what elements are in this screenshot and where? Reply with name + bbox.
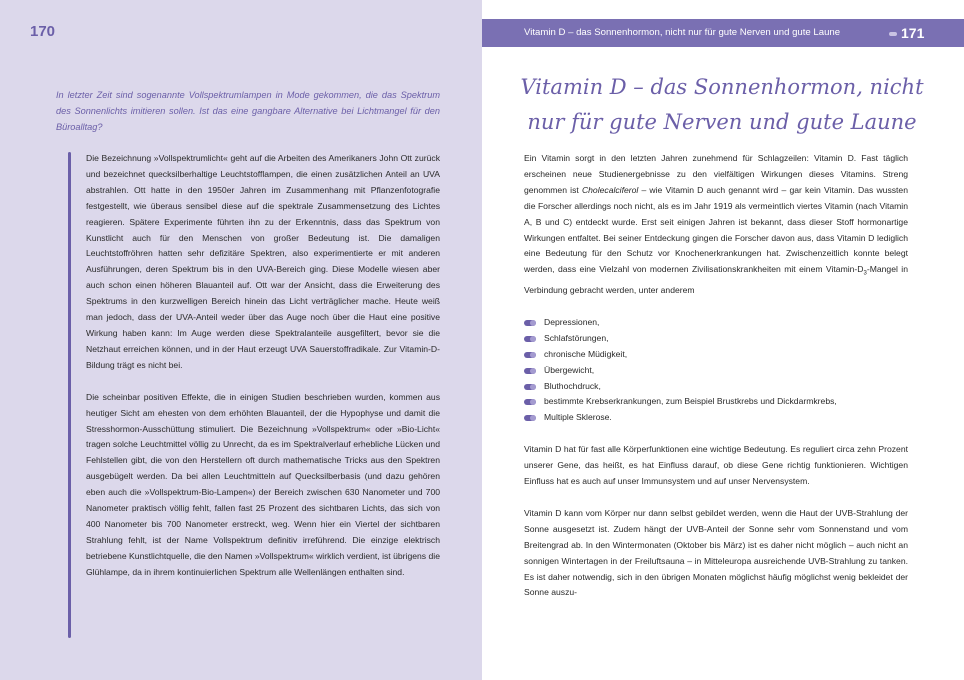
list-item-label: Bluthochdruck, — [544, 380, 601, 391]
pill-icon — [524, 336, 536, 342]
answer-paragraph-1: Die Bezeichnung »Vollspektrumlicht« geht auf die Arbeiten des Amerikaners John Ott zurück und bezeichnet quecksilberhaltige Leuchtstofflampen, die einen zusätzlichen Anteil an UVA abstrahlen. Ott hatte in den 1950er Jahren im Zusammenhang mit Pflanzenfotografie festgestellt, wie überaus sensibel diese auf die spektrale Zusammensetzung des Lichtes reagieren. Spätere Experimente führten ihn zu der Erkenntnis, dass das Spektrum von Kunstlicht auch für den Menschen von großer Bedeutung ist. Die damaligen Leuchtstoffröhren hatten sehr defizitäre Spektren, also experimentierte er mit anderen Ausführungen, deren Spektrum bis in den UVA-Bereich ging. Diese Modelle wiesen aber auch schon einen höheren Blauanteil auf. Ott war der Ansicht, dass die Erweiterung des Spektrums in den kurzwelligen Bereich hinein das Licht verträglicher mache. Heute weiß man jedoch, dass der UVA-Anteil weder über das Auge noch über die Haut eine positive Wirkung haben kann: Im Auge werden diese Spektralanteile ausgefiltert, bevor sie die Netzhaut erreichen können, und in der Haut erzeugt UVA Sauerstoffradikale. Zur Vitamin-D-Bildung trägt es nicht bei. — [86, 153, 440, 370]
pill-icon — [524, 415, 536, 421]
chapter-title-line-1: Vitamin D – das Sonnenhormon, nicht — [520, 75, 924, 99]
list-item — [524, 363, 908, 379]
list-item — [524, 331, 908, 347]
chapter-title-line-2: nur für gute Nerven und gute Laune — [527, 110, 917, 134]
running-header-title: Vitamin D – das Sonnenhormon, nicht nur für gute Nerven und gute Laune — [524, 27, 841, 38]
pill-icon — [524, 352, 536, 358]
pill-icon — [524, 368, 536, 374]
intro-text-2: – wie Vitamin D auch genannt wird – gar kein Vitamin. Das wussten die Forscher allerdings noch nicht, als es im Jahr 1919 als vermeintlich viertes Vitamin (nach Vitamin A, B und C) entdeckt wurde. Erst seit einigen Jahren ist bekannt, dass dieser Stoff hormonartige Wirkungen entfaltet. Bei seiner Entdeckung gingen die Forscher davon aus, dass Vitamin D lediglich eine Bedeutung für den Schutz vor Knochenerkrankungen hat. Zwischenzeitlich konnte belegt werden, dass eine Vielzahl von modernen Zivilisationskrankheiten mit einem Vitamin-D — [524, 184, 908, 275]
list-item-label: Schlafstörungen, — [544, 332, 609, 343]
intro-text-1: Ein Vitamin sorgt in den letzten Jahren zunehmend für Schlagzeilen: Vitamin D. Fast täglich erscheinen neue Studienergebnisse zu den vielfältigen Wirkungen dieses Vitamins. Streng genommen ist — [524, 153, 908, 195]
list-item — [524, 315, 908, 331]
list-item-label: Multiple Sklerose. — [544, 412, 612, 423]
pill-icon — [524, 384, 536, 390]
list-item-label: bestimmte Krebserkrankungen, zum Beispiel Brustkrebs und Dickdarmkrebs, — [544, 396, 837, 407]
list-item — [524, 410, 908, 426]
list-item — [524, 394, 908, 410]
answer-text — [86, 151, 440, 597]
intro-text-3: -Mangel in Verbindung gebracht werden, unter anderem — [524, 264, 908, 295]
pill-icon — [524, 399, 536, 405]
reader-question: In letzter Zeit sind sogenannte Vollspektrumlampen in Mode gekommen, die das Spektrum des Sonnenlichts imitieren sollen. Ist das eine gangbare Alternative bei Lichtmangel für den Büroalltag? — [56, 90, 440, 132]
answer-accent-bar — [68, 152, 71, 638]
intro-italic-term: Cholecalciferol — [581, 184, 639, 195]
header-marker-icon — [889, 32, 897, 36]
list-item-label: Übergewicht, — [544, 364, 595, 375]
chapter-body — [524, 151, 908, 601]
disease-list — [524, 315, 908, 426]
list-item-label: Depressionen, — [544, 316, 600, 327]
list-item — [524, 347, 908, 363]
intro-subscript: 3 — [863, 271, 867, 278]
chapter-title — [512, 70, 932, 140]
pill-icon — [524, 320, 536, 326]
intro-paragraph — [524, 151, 908, 299]
running-header — [482, 19, 964, 47]
list-item-label: chronische Müdigkeit, — [544, 348, 628, 359]
paragraph-3: Vitamin D kann vom Körper nur dann selbst gebildet werden, wenn die Haut der UVB-Strahlung der Sonne ausgesetzt ist. Zudem hängt der UVB-Anteil der Sonne sehr vom Sonnenstand und vom Breitengrad ab. In den Wintermonaten (Oktober bis März) ist es daher nicht möglich – auch nicht an sonnigen Wintertagen in der Freiluftsauna – in Mitteleuropa ausreichende UVB-Strahlung zu tanken. Es ist daher notwendig, sich in den übrigen Monaten möglichst häufig möglichst wenig bekleidet der Sonne auszu- — [524, 507, 908, 598]
page-number-left: 170 — [30, 23, 56, 40]
list-item — [524, 379, 908, 395]
answer-paragraph-2: Die scheinbar positiven Effekte, die in einigen Studien beschrieben wurden, kommen aus heutiger Sicht am ehesten von dem erhöhten Blauanteil, der die Hypophyse und damit die Stresshormon-Ausschüttung stimuliert. Die Bezeichnung »Vollspektrum« oder »Bio-Licht« tragen solche Leuchtmittel völlig zu Unrecht, da es im Spektralverlauf erhebliche Lücken und Fehlstellen gibt, die von den Herstellern oft durch mathematische Tricks aus den Spektren ausgebügelt werden. Da bei allen Leuchtmitteln auf Quecksilberbasis (und dazu gehören eben auch die »Vollspektrum-Bio-Lampen«) der Bereich zwischen 630 Nanometer und 700 Nanometer praktisch völlig fehlt, fallen fast 25 Prozent des sichtbaren Lichts, das sich von 400 Nanometer bis 700 Nanometer erstreckt, weg. Wenn hier ein Viertel der sichtbaren Strahlung fehlt, ist der Name Vollspektrum definitiv irreführend. Die einzige elektrisch betriebene Kunstlichtquelle, die den Namen »Vollspektrum« wirklich verdient, ist übrigens die Glühlampe, da in ihrem kontinuierlichen Spektrum alle Wellenlängen enthalten sind. — [86, 391, 440, 577]
paragraph-2: Vitamin D hat für fast alle Körperfunktionen eine wichtige Bedeutung. Es reguliert circa zehn Prozent unserer Gene, das heißt, es hat Einfluss darauf, ob diese Gene richtig funktionieren. Wichtigen Einfluss hat es auch auf unser Immunsystem und auf unser Nervensystem. — [524, 444, 908, 487]
right-page — [482, 0, 964, 680]
page-number-right: 171 — [901, 25, 925, 41]
